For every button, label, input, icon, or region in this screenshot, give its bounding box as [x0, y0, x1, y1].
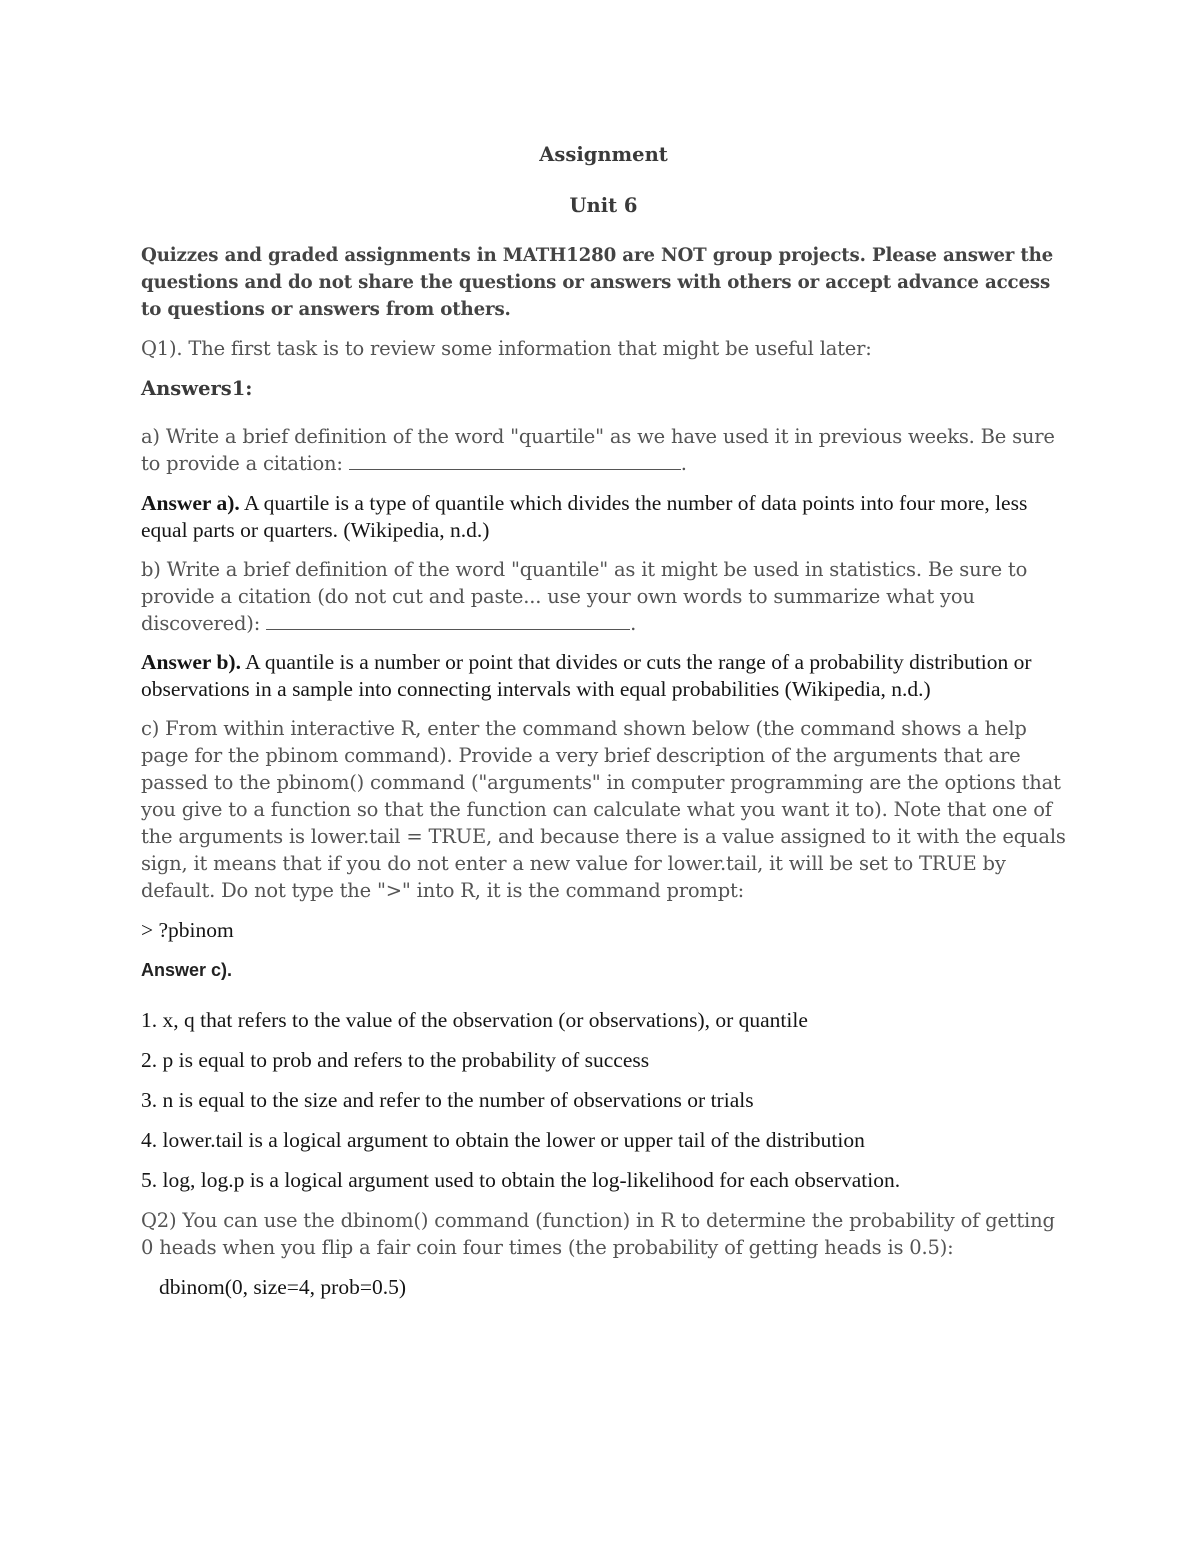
q1a-question-text: a) Write a brief definition of the word "quartile" as we have used it in previous weeks. Be sure to provide a citation:: [141, 425, 1055, 475]
q1b-blank-line: [266, 611, 630, 630]
q1a-answer-text: A quartile is a type of quantile which divides the number of data points into four more, less equal parts or quarters. (Wikipedia, n.d.): [141, 491, 1028, 542]
q1b-answer-text: A quantile is a number or point that divides or cuts the range of a probability distribution or observations in a sample into connecting intervals with equal probabilities (Wikipedia, n.d.): [141, 650, 1032, 701]
q2-prompt: Q2) You can use the dbinom() command (function) in R to determine the probability of getting 0 heads when you flip a fair coin four times (the probability of getting heads is 0.5):: [141, 1209, 1055, 1259]
q1b-answer-label: Answer b).: [141, 650, 241, 674]
q1c-answer-label: Answer c).: [141, 960, 233, 980]
q1a-question: a) Write a brief definition of the word "quartile" as we have used it in previous weeks. Be sure to provide a citation: .: [141, 425, 1055, 475]
document-subtitle: Unit 6: [569, 194, 638, 217]
document-body: [141, 141, 1066, 1301]
q1b-question: b) Write a brief definition of the word "quantile" as it might be used in statistics. Be sure to provide a citation (do not cut and paste... use your own words to summarize what you discovered): .: [141, 558, 1028, 635]
q1a-answer-label: Answer a).: [141, 491, 240, 515]
q1b-answer: [141, 649, 1066, 703]
document-title: Assignment: [539, 143, 668, 166]
q2-command: dbinom(0, size=4, prob=0.5): [159, 1275, 406, 1299]
q1b-question-text: b) Write a brief definition of the word "quantile" as it might be used in statistics. Be sure to provide a citation (do not cut and paste... use your own words to summarize what you discovered):: [141, 558, 1028, 635]
q1-prompt: Q1). The first task is to review some information that might be useful later:: [141, 337, 872, 360]
q1c-list-item: 1. x, q that refers to the value of the observation (or observations), or quantile: [141, 1008, 808, 1032]
q1c-list-item: 5. log, log.p is a logical argument used to obtain the log-likelihood for each observation.: [141, 1168, 901, 1192]
q1c-list-item: 3. n is equal to the size and refer to the number of observations or trials: [141, 1088, 754, 1112]
q1a-answer: [141, 490, 1066, 544]
q1a-blank-line: [349, 451, 681, 470]
q1c-command: > ?pbinom: [141, 918, 234, 942]
academic-integrity-notice: Quizzes and graded assignments in MATH1280 are NOT group projects. Please answer the questions and do not share the questions or answers with others or accept advance access to questions or answers from others.: [141, 245, 1054, 320]
q1c-list-item: 4. lower.tail is a logical argument to obtain the lower or upper tail of the distribution: [141, 1128, 865, 1152]
q1c-question: c) From within interactive R, enter the command shown below (the command shows a help page for the pbinom command). Provide a very brief description of the arguments that are passed to the pbinom() command ("arguments" in computer programming are the options that you give to a function so that the function can calculate what you want it to). Note that one of the arguments is lower.tail = TRUE, and because there is a value assigned to it with the equals sign, it means that if you do not enter a new value for lower.tail, it will be set to TRUE by default. Do not type the ">" into R, it is the command prompt:: [141, 717, 1066, 902]
answers1-heading: Answers1:: [141, 377, 253, 400]
q1c-list-item: 2. p is equal to prob and refers to the probability of success: [141, 1048, 650, 1072]
